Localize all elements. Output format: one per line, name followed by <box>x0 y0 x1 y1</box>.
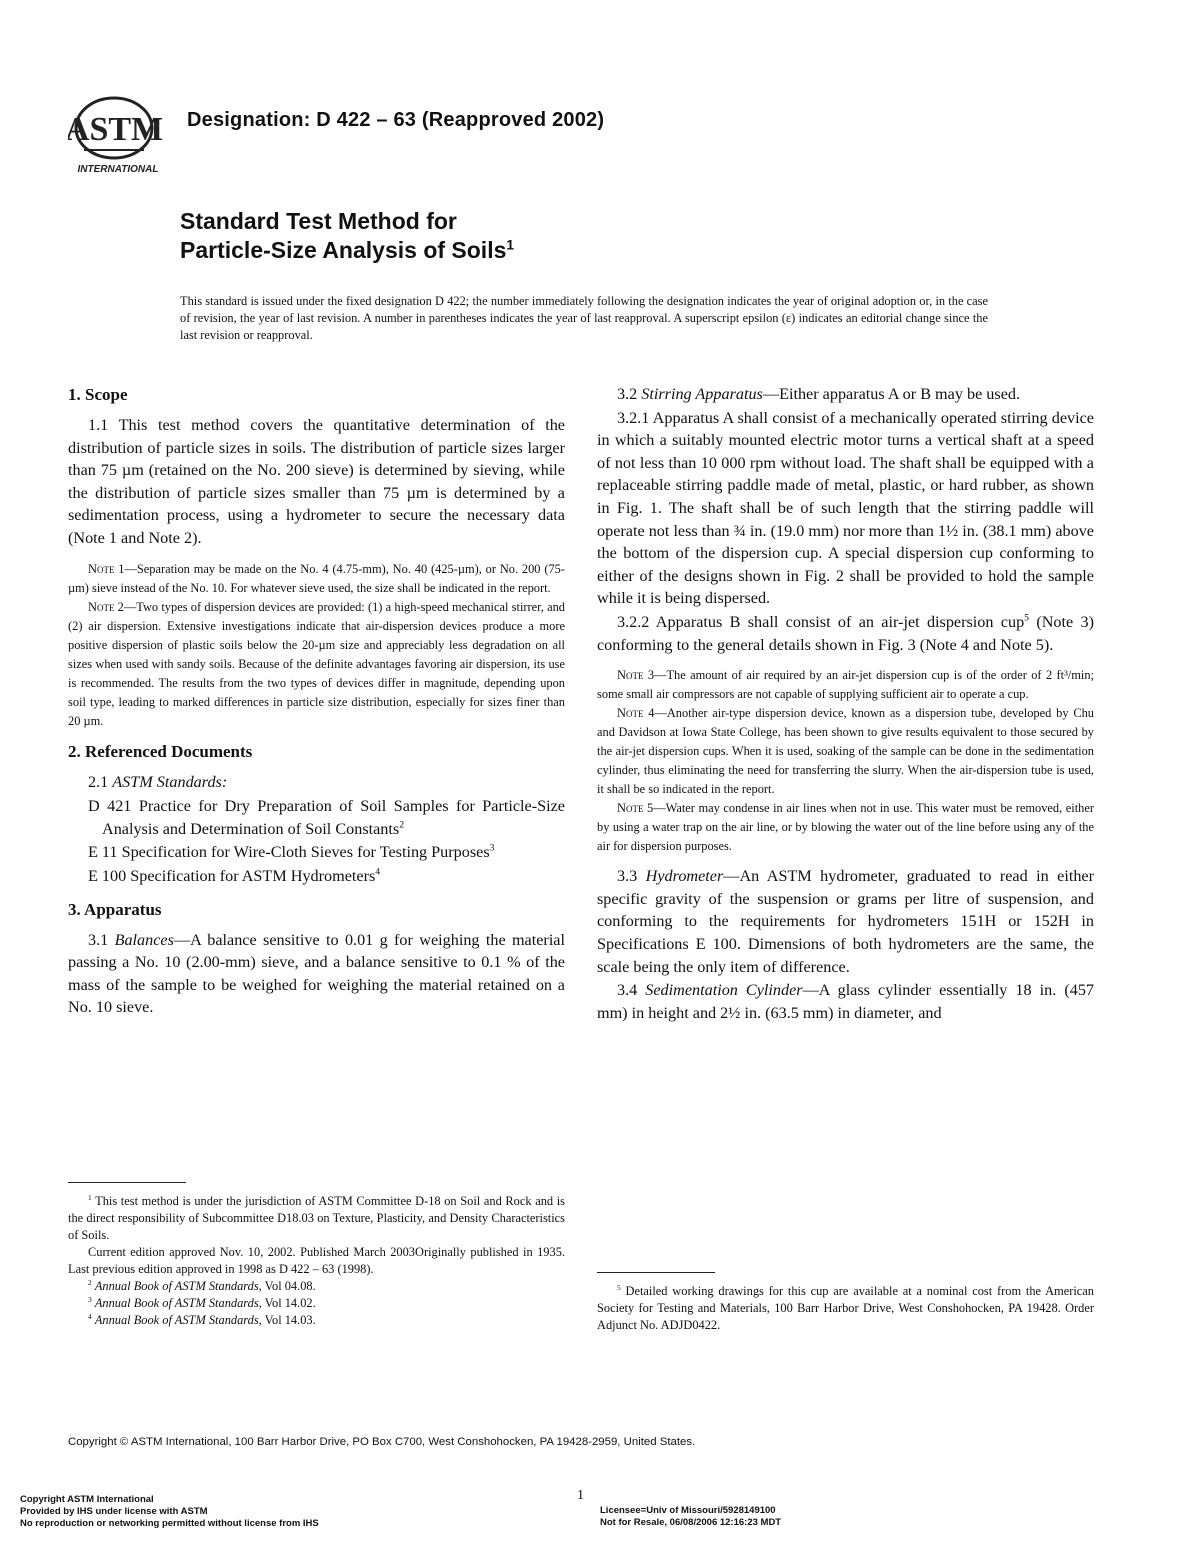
section-1-heading: 1. Scope <box>68 385 128 404</box>
note-label: Note 5 <box>617 801 654 816</box>
footnote-2: $^2$ Annual Book of ASTM Standards, Vol 04.08. <box>88 1277 316 1293</box>
title-text: Particle-Size Analysis of Soils <box>180 237 507 263</box>
designation: Designation: D 422 – 63 (Reapproved 2002) <box>187 109 605 131</box>
reference-e100: E 100 Specification for ASTM Hydrometers$^4$ <box>88 866 381 885</box>
para-1-1: 1.1 This test method covers the quantitative determination of the distribution of particle sizes in soils. The distribution of particle sizes larger than 75 µm (retained on the No. 200 sieve) is determined by sieving, while the distribution of particle sizes smaller than 75 µm is determined by a sedimentation process, using a hydrometer to secure the necessary data (Note 1 and Note 2). <box>68 416 565 547</box>
para-3-1: 3.1 Balances—A balance sensitive to 0.01 g for weighing the material passing a No. 10 (2.00-mm) sieve, and a balance sensitive to 0.1 % of the mass of the sample to be weighed for weighing the material retained on a No. 10 sieve. <box>68 930 565 1017</box>
svg-text:ASTM: ASTM <box>68 111 164 148</box>
issuance-statement: This standard is issued under the fixed designation D 422; the number immediately following the designation indicates the year of original adoption or, in the case of revision, the year of last revision. A number in parentheses indicates the year of last reapproval. A superscript epsilon (ε) indicates an editorial change since the last revision or reapproval. <box>180 294 988 342</box>
footnote-rule-right <box>597 1272 715 1273</box>
para-3-2-2: 3.2.2 Apparatus B shall consist of an air-jet dispersion cup$^5$ (Note 3) conforming to the general details shown in Fig. 3 (Note 4 and Note 5). <box>597 612 1095 654</box>
note-4: Note 4—Another air-type dispersion device, known as a dispersion tube, developed by Chu and Davidson at Iowa State College, has been shown to give results equivalent to those secured by the air-jet dispersion cups. When it is used, soaking of the sample can be done in the sedimentation cylinder, thus eliminating the need for transferring the slurry. When the air-dispersion tube is used, it shall be so indicated in the report. <box>597 706 1094 797</box>
para-3-4: 3.4 Sedimentation Cylinder—A glass cylinder essentially 18 in. (457 mm) in height and 2½ in. (63.5 mm) in diameter, and <box>597 981 1095 1022</box>
para-2-1: 2.1 ASTM Standards: <box>88 772 228 791</box>
note-1: Note 1—Separation may be made on the No. 4 (4.75-mm), No. 40 (425-µm), or No. 200 (75-µm) sieve instead of the No. 10. For whatever sieve used, the size shall be indicated in the report. <box>68 561 565 595</box>
note-5: Note 5—Water may condense in air lines when not in use. This water must be removed, either by using a water trap on the air line, or by blowing the water out of the line before using any of the air for dispersion purposes. <box>597 801 1094 854</box>
copyright-line: Copyright © ASTM International, 100 Barr Harbor Drive, PO Box C700, West Conshohocken, PA 19428-2959, United States. <box>68 1436 696 1448</box>
right-column <box>597 383 1094 1025</box>
note-3: Note 3—The amount of air required by an air-jet dispersion cup is of the order of 2 ft³/min; some small air compressors are not capable of supplying sufficient air to operate a cup. <box>597 668 1094 702</box>
section-3-heading: 3. Apparatus <box>68 899 162 919</box>
astm-logo-icon <box>68 92 168 176</box>
footnotes-left <box>68 1193 565 1329</box>
page-number: 1 <box>577 1488 584 1503</box>
astm-logo <box>68 92 168 176</box>
para-3-2: 3.2 Stirring Apparatus—Either apparatus A or B may be used. <box>617 385 1021 403</box>
footnote-5: $^5$ Detailed working drawings for this cup are available at a nominal cost from the American Society for Testing and Materials, 100 Barr Harbor Drive, West Conshohocken, PA 19428. Order Adjunct No. ADJD0422. <box>597 1282 1094 1332</box>
note-label: Note 3 <box>617 668 655 683</box>
logo-international-text: INTERNATIONAL <box>77 164 159 175</box>
reference-d421: D 421 Practice for Dry Preparation of Soil Samples for Particle-Size Analysis and Determination of Soil Constants$^2$ <box>88 797 565 838</box>
note-2: Note 2—Two types of dispersion devices are provided: (1) a high-speed mechanical stirrer, and (2) air dispersion. Extensive investigations indicate that air-dispersion devices produce a more positive dispersion of plastic soils below the 20-µm size and appreciably less degradation on all sizes when used with sandy soils. Because of the definite advantages favoring air dispersion, its use is recommended. The results from the two types of devices differ in magnitude, depending upon soil type, leading to marked differences in particle size distribution, especially for sizes finer than 20 µm. <box>68 599 565 728</box>
footnote-rule-left <box>68 1182 186 1183</box>
section-2-heading: 2. Referenced Documents <box>68 741 253 761</box>
para-3-3: 3.3 Hydrometer—An ASTM hydrometer, graduated to read in either specific gravity of the suspension or grams per litre of suspension, and conforming to the requirements for hydrometers 151H or 152H in Specifications E 100. Dimensions of both hydrometers are the same, the scale being the only item of difference. <box>597 867 1094 976</box>
note-label: Note 2 <box>88 599 124 614</box>
note-label: Note 4 <box>617 706 655 721</box>
title-line-2 <box>180 237 514 264</box>
footnote-4: $^4$ Annual Book of ASTM Standards, Vol 14.03. <box>88 1311 316 1327</box>
reference-e11: E 11 Specification for Wire-Cloth Sieves for Testing Purposes$^3$ <box>88 842 495 862</box>
provider-stamp: Copyright ASTM International Provided by IHS under license with ASTM No reproduction or networking permitted without license from IHS <box>20 1494 319 1529</box>
note-label: Note 1 <box>88 561 125 576</box>
footnote-1-edition: Current edition approved Nov. 10, 2002. Published March 2003Originally published in 1935. Last previous edition approved in 1998 as D 422 – 63 (1998). <box>68 1245 565 1276</box>
title-footnote-mark: 1 <box>506 237 515 253</box>
footnote-3: $^3$ Annual Book of ASTM Standards, Vol 14.02. <box>88 1294 316 1310</box>
footnotes-right <box>597 1283 1094 1334</box>
licensee-stamp: Licensee=Univ of Missouri/5928149100 Not for Resale, 06/08/2006 12:16:23 MDT <box>600 1505 782 1528</box>
title-line-1: Standard Test Method for <box>180 208 457 234</box>
left-column <box>68 383 565 1020</box>
para-3-2-1: 3.2.1 Apparatus A shall consist of a mechanically operated stirring device in which a suitably mounted electric motor turns a vertical shaft at a speed of not less than 10 000 rpm without load. The shaft shall be equipped with a replaceable stirring paddle made of metal, plastic, or hard rubber, as shown in Fig. 1. The shaft shall be of such length that the stirring paddle will operate not less than ¾ in. (19.0 mm) nor more than 1½ in. (38.1 mm) above the bottom of the dispersion cup. A special dispersion cup conforming to either of the designs shown in Fig. 2 shall be provided to hold the sample while it is being dispersed. <box>597 408 1094 608</box>
footnote-1: $^1$ This test method is under the jurisdiction of ASTM Committee D-18 on Soil and Rock and is the direct responsibility of Subcommittee D18.03 on Texture, Plasticity, and Density Characteristics of Soils. <box>68 1192 565 1242</box>
